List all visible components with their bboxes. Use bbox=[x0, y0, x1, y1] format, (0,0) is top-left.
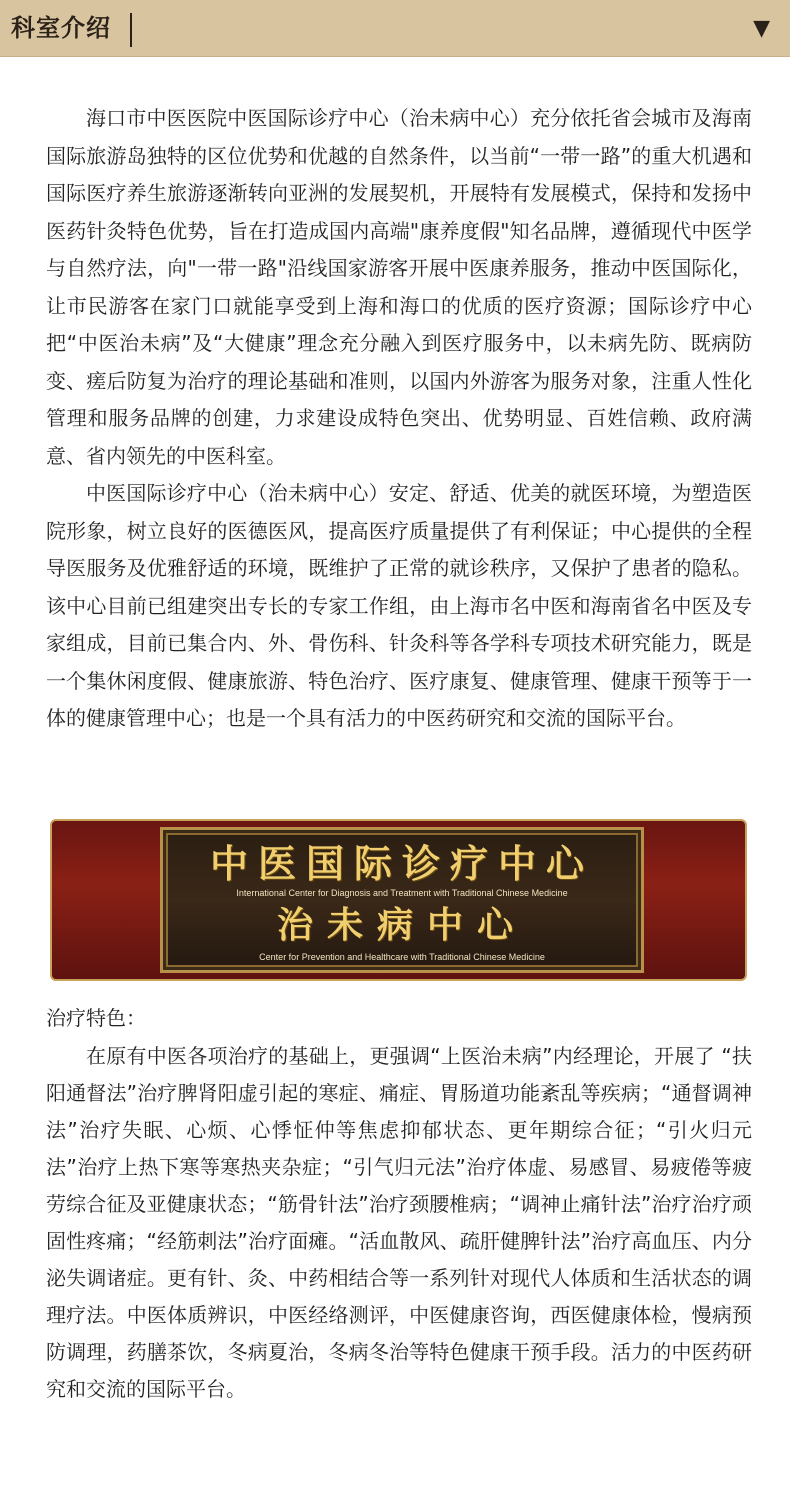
treatment-paragraph: 在原有中医各项治疗的基础上，更强调“上医治未病”内经理论，开展了 “扶阳通督法”治疗脾肾阳虚引起的寒症、痛症、胃肠道功能紊乱等疾病；“通督调神法”治疗失眠、心烦、心悸怔仲等焦虑抑郁状态、更年期综合征；“引火归元法”治疗上热下寒等寒热夹杂症；“引气归元法”治疗体虚、易感冒、易疲倦等疲劳综合征及亚健康状态；“筋骨针法”治疗颈腰椎病；“调神止痛针法”治疗治疗顽固性疼痛；“经筋刺法”治疗面瘫。“活血散风、疏肝健脾针法”治疗高血压、内分泌失调诸症。更有针、灸、中药相结合等一系列针对现代人体质和生活状态的调理疗法。中医体质辨识，中医经络测评，中医健康咨询，西医健康体检，慢病预防调理，药膳茶饮，冬病夏治，冬病冬治等特色健康干预手段。活力的中医药研究和交流的国际平台。 bbox=[46, 1044, 752, 1401]
caret-down-icon[interactable]: ▼ bbox=[753, 16, 770, 41]
treatment-content bbox=[46, 1038, 752, 1408]
sign-english-title: International Center for Diagnosis and Treatment with Traditional Chinese Medicine bbox=[236, 888, 568, 898]
sign-chinese-title: 中医国际诊疗中心 bbox=[209, 841, 594, 886]
section-header[interactable] bbox=[0, 0, 790, 57]
title-divider bbox=[130, 13, 132, 47]
section-title: 科室介绍 bbox=[11, 14, 111, 42]
intro-paragraph-2: 中医国际诊疗中心（治未病中心）安定、舒适、优美的就医环境，为塑造医院形象，树立良好的医德医风，提高医疗质量提供了有利保证；中心提供的全程导医服务及优雅舒适的环境，既维护了正常的就诊秩序，又保护了患者的隐私。该中心目前已组建突出专长的专家工作组，由上海市名中医和海南省名中医及专家组成，目前已集合内、外、骨伤科、针灸科等各学科专项技术研究能力，既是一个集休闲度假、健康旅游、特色治疗、医疗康复、健康管理、健康干预等于一体的健康管理中心；也是一个具有活力的中医药研究和交流的国际平台。 bbox=[46, 481, 752, 730]
signboard-photo bbox=[50, 819, 747, 981]
sign-english-subtitle: Center for Prevention and Healthcare with Traditional Chinese Medicine bbox=[259, 952, 545, 962]
intro-content bbox=[46, 100, 752, 738]
sign-chinese-subtitle: 治未病中心 bbox=[276, 904, 527, 946]
treatment-heading: 治疗特色： bbox=[46, 1006, 146, 1030]
signboard bbox=[160, 827, 644, 973]
intro-paragraph-1: 海口市中医医院中医国际诊疗中心（治未病中心）充分依托省会城市及海南国际旅游岛独特的区位优势和优越的自然条件，以当前“一带一路”的重大机遇和国际医疗养生旅游逐渐转向亚洲的发展契机，开展特有发展模式，保持和发扬中医药针灸特色优势，旨在打造成国内高端"康养度假"知名品牌，遵循现代中医学与自然疗法，向"一带一路"沿线国家游客开展中医康养服务，推动中医国际化，让市民游客在家门口就能享受到上海和海口的优质的医疗资源；国际诊疗中心把“中医治未病”及“大健康”理念充分融入到医疗服务中，以未病先防、既病防变、瘥后防复为治疗的理论基础和准则，以国内外游客为服务对象，注重人性化管理和服务品牌的创建，力求建设成特色突出、优势明显、百姓信赖、政府满意、省内领先的中医科室。 bbox=[46, 106, 752, 468]
